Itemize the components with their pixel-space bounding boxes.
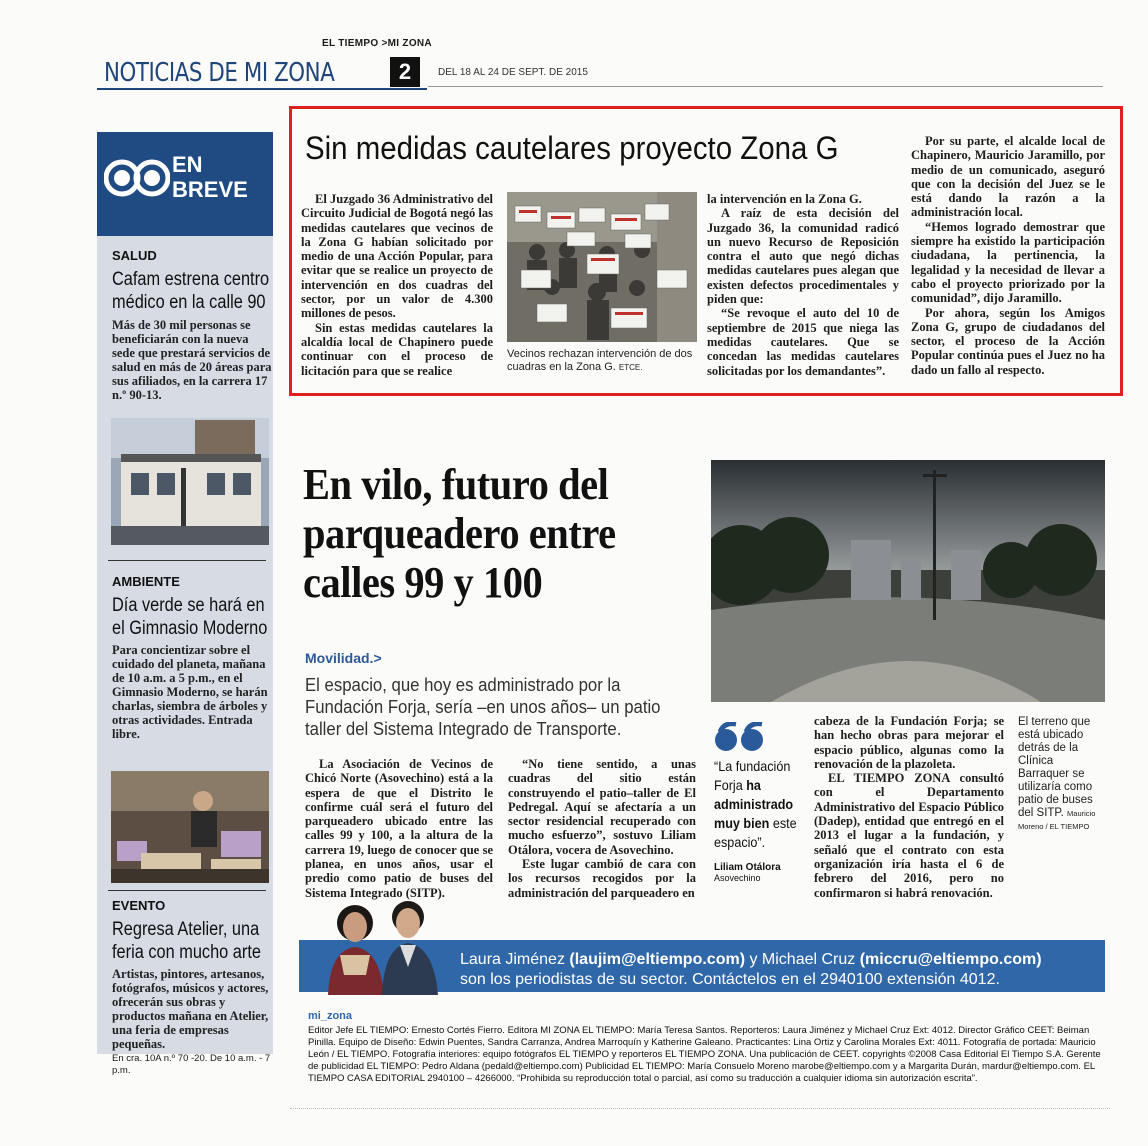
brand-logo: mi_zona (308, 1010, 353, 1022)
sidebar-title-evento: Regresa Atelier, una feria con mucho arte (112, 919, 261, 963)
story1-column-1 (301, 192, 493, 378)
sidebar-divider (108, 560, 266, 561)
paragraph: la intervención en la Zona G. (707, 192, 862, 206)
header-divider (428, 86, 1103, 87)
paragraph: Por ahora, según los Amigos Zona G, grupo de ciudadanos del sector, el proceso de la Acción Popular continúa pues el Juez no ha dado un fallo al respecto. (911, 305, 1105, 377)
reporter-name: y Michael Cruz (745, 951, 860, 968)
sidebar-body-evento: Artistas, pintores, artesanos, fotógrafos, músicos y actores, ofrecerán sus obras y productos mañana en Atelier, una feria de empresas pequeñas. (112, 967, 269, 1051)
sidebar-section-salud: SALUD (112, 248, 157, 263)
photo-credit: Mauricio Moreno / EL TIEMPO (1018, 809, 1096, 831)
sidebar-title-salud: Cafam estrena centro médico en la calle 90 (112, 269, 270, 313)
paragraph: La Asociación de Vecinos de Chicó Norte (Asovechino) está a la espera de que el Distrito le confirme cuál será el futuro del parqueadero ubicado entre las calles 99 y 100, a la altura de la carrera 19, luego de conocer que se planea, en unos años, usar el predio como patio de buses del Sistema Integrado (SITP). (305, 757, 493, 900)
contact-text (460, 950, 1042, 990)
story1-photo-caption (507, 348, 697, 374)
paragraph: Sin estas medidas cautelares la alcaldía local de Chapinero puede continuar con el proceso de licitación para que se realice (301, 320, 493, 378)
paragraph: Por su parte, el alcalde local de Chapinero, Mauricio Jaramillo, por medio de un comunicado, aseguró que con la decisión del Juez se le está dando la razón a la administración local. (911, 134, 1105, 220)
paragraph: El Juzgado 36 Administrativo del Circuito Judicial de Bogotá negó las medidas cautelares que vecinos de la Zona G habían solicitado por medio de una Acción Popular, para evitar que se realice un proyecto de intervención en dos cuadras del sector, por un valor de 4.300 millones de pesos. (301, 192, 493, 321)
story2-headline: En vilo, futuro del parqueadero entre calles 99 y 100 (303, 460, 616, 607)
sidebar-section-evento: EVENTO (112, 898, 166, 913)
sidebar-note-evento: En cra. 10A n.º 70 -20. De 10 a.m. - 7 p.m. (112, 1053, 271, 1076)
paragraph: cabeza de la Fundación Forja; se han hecho obras para mejorar el espacio público, algunas como la renovación de la plazoleta. (814, 714, 1004, 771)
section-title: NOTICIAS DE MI ZONA (104, 58, 335, 88)
section-rule (97, 88, 427, 90)
pull-quote-role: Asovechino (714, 873, 761, 883)
sidebar-body-ambiente: Para concientizar sobre el cuidado del planeta, mañana de 10 a.m. a 5 p.m., en el Gimnasio Moderno, se harán charlas, siembra de árboles y otras actividades. Entrada libre. (112, 643, 268, 741)
staff-credits: Editor Jefe EL TIEMPO: Ernesto Cortés Fierro. Editora MI ZONA EL TIEMPO: María Teresa Santos. Reporteros: Laura Jiménez y Michael Cruz Ext: 4012. Director Gráfico CEET: Beiman Pinilla. Equipo de Diseño: Edwin Puentes, Sandra Carranza, Andrea Marroquín y Katherine Galeano. Practicantes: Lina Ortiz y Carolina Morales Ext: 4011. Fotografía de portada: Mauricio León / EL TIEMPO. Fotografía interiores: equipo fotógrafos EL TIEMPO y reporteros EL TIEMPO ZONA. Una publicación de CEET. copyrights ©2008 Casa Editorial El Tiempo S.A. Gerente de publicidad EL TIEMPO: Pedro Aldana (pedald@eltiempo.com) Publicidad EL TIEMPO: María Consuelo Moreno marobe@eltiempo.com y a Margarita Durán, mardur@eltiempo.com. EL TIEMPO CASA EDITORIAL 2940100 – 4266000. “Prohibida su reproducción total o parcial, así como su traducción a cualquier idioma sin autorización escrita”. (308, 1025, 1101, 1084)
story2-photo-parking (711, 460, 1105, 702)
pull-quote (714, 722, 800, 883)
sidebar-heading: EN BREVE (172, 152, 248, 202)
story2-column-3 (814, 714, 1004, 900)
story2-column-1 (305, 757, 493, 900)
pull-quote-author: Liliam Otálora (714, 862, 781, 873)
caption-text: Vecinos rechazan intervención de dos cuadras en la Zona G. (507, 348, 693, 373)
sidebar-title-ambiente: Día verde se hará en el Gimnasio Moderno (112, 595, 268, 639)
story1-photo-protest (507, 192, 697, 342)
caption-text: El terreno que está ubicado detrás de la Clínica Barraquer se utilizaría como patio de buses del SITP. (1018, 716, 1093, 819)
story2-dek: El espacio, que hoy es administrado por la Fundación Forja, sería –en unos años– un patio taller del Sistema Integrado de Transporte. (305, 675, 661, 739)
quote-part: este espacio”. (714, 815, 797, 850)
story1-column-3 (707, 192, 899, 378)
header-kicker: EL TIEMPO >MI ZONA (322, 38, 432, 49)
paragraph: Este lugar cambió de cara con los recursos recogidos por la administración del parqueadero en (508, 857, 696, 900)
quote-part: “La fundación Forja (714, 758, 791, 793)
sidebar-photo-feria (111, 771, 269, 883)
quote-emphasis: ha administrado muy bien (714, 777, 794, 831)
sidebar-section-ambiente: AMBIENTE (112, 574, 180, 589)
quote-icon (104, 143, 170, 203)
story1-headline: Sin medidas cautelares proyecto Zona G (305, 130, 839, 166)
contact-line-2: son los periodistas de su sector. Contáctelos en el 2940100 extensión 4012. (460, 971, 1000, 988)
reporter-email[interactable]: (miccru@eltiempo.com) (859, 951, 1042, 968)
story1-column-4 (911, 134, 1105, 377)
sidebar-photo-building (111, 418, 269, 545)
issue-date: DEL 18 AL 24 DE SEPT. DE 2015 (438, 67, 588, 78)
photo-credit: ETCE. (618, 363, 643, 372)
paragraph: EL TIEMPO ZONA consultó con el Departamento Administrativo del Espacio Público (Dadep), entidad que entregó en el 2013 el lugar a la fundación, y señaló que el contrato con esta organización iría hasta el 6 de febrero del 2016, pero no confirmaron si habrá renovación. (814, 771, 1004, 900)
story2-kicker: Movilidad.> (305, 650, 382, 666)
sidebar-divider (108, 890, 266, 891)
paragraph: “No tiene sentido, a unas cuadras del sitio están construyendo el patio–taller de El Pedregal. Aquí se afectaría a un sector residencial recuperado con mucho esfuerzo”, sostuvo Liliam Otálora, vocera de Asovechino. (508, 757, 696, 857)
pull-quote-text (714, 757, 800, 852)
reporter-email[interactable]: (laujim@eltiempo.com) (569, 951, 746, 968)
contact-line-1 (460, 950, 1042, 970)
story2-column-2 (508, 757, 696, 900)
page-number: 2 (390, 57, 420, 87)
bottom-rule (290, 1108, 1110, 1113)
paragraph: A raíz de esta decisión del Juzgado 36, la comunidad radicó un nuevo Recurso de Reposición contra el auto que negó dichas medidas cautelares pues alegan que existen defectos procedimentales y piden que: (707, 206, 899, 307)
quote-mark-icon (714, 722, 770, 752)
story2-photo-caption (1018, 716, 1102, 833)
reporters-photo (310, 895, 450, 995)
paragraph: “Se revoque el auto del 10 de septiembre de 2015 que niega las medidas cautelares. Que se concedan las medidas cautelares solicitadas por los demandantes”. (707, 306, 899, 378)
sidebar-body-salud: Más de 30 mil personas se beneficiarán con la nueva sede que prestará servicios de salud en más de 20 áreas para sus afiliados, en la carrera 17 n.º 90-13. (112, 318, 272, 402)
paragraph: “Hemos logrado demostrar que siempre ha existido la participación ciudadana, la pertinencia, la legalidad y la necesidad de llevar a cabo el proyecto priorizado por la comunidad”, dijo Jaramillo. (911, 219, 1105, 306)
reporter-name: Laura Jiménez (460, 951, 570, 968)
